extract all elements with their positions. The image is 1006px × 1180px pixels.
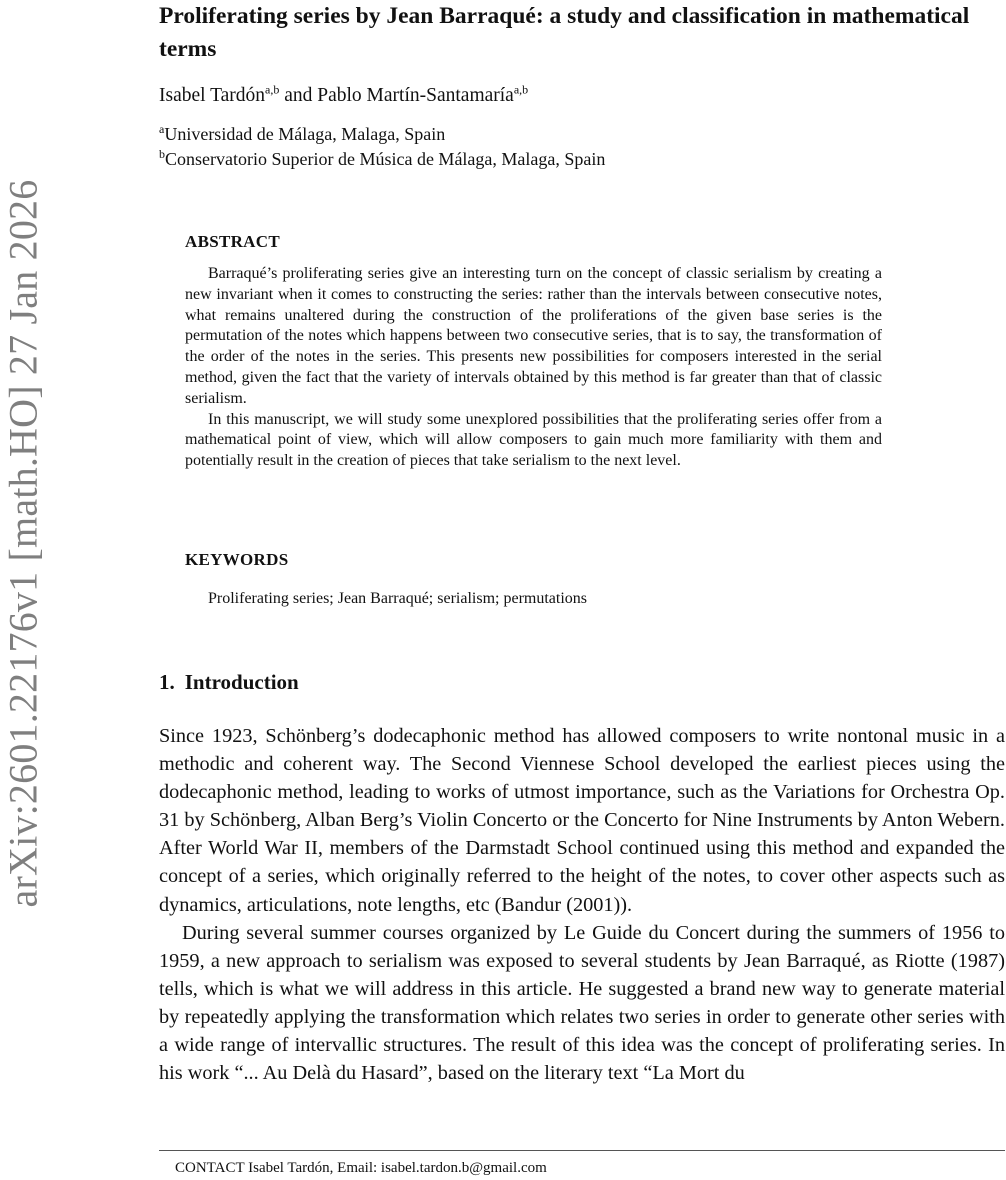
affiliation xyxy=(159,124,445,145)
body-paragraph: During several summer courses organized by Le Guide du Concert during the summers of 1956 to 1959, a new approach to serialism was exposed to several students by Jean Barraqué, as Riotte (1987) tells, which is what we will address in this article. He suggested a brand new way to generate material by repeatedly applying the transformation which relates two series in order to generate other series with a wide range of intervallic structures. The result of this idea was the concept of proliferating series. In his work “... Au Delà du Hasard”, based on the literary text “La Mort du xyxy=(159,921,1005,1085)
abstract-paragraph: Barraqué’s proliferating series give an interesting turn on the concept of classic serialism by creating a new invariant when it comes to constructing the series: rather than the intervals between consecutive notes, what remains unaltered during the construction of the proliferations of the given base series is the permutation of the notes which happens between two consecutive series, that is to say, the transformation of the order of the notes in the series. This presents new possibilities for composers interested in the serial method, given the fact that the variety of intervals obtained by this method is far greater than that of classic serialism. xyxy=(185,265,882,407)
introduction-heading xyxy=(159,670,299,695)
author-name: Isabel Tardón xyxy=(159,85,266,106)
keywords-section xyxy=(185,550,882,608)
author-conjunction: and xyxy=(284,85,313,106)
author-affiliation-mark: a,b xyxy=(513,82,529,97)
section-title: Introduction xyxy=(184,670,299,694)
footnote-divider xyxy=(159,1150,1005,1151)
contact-footnote: CONTACT Isabel Tardón, Email: isabel.tardon.b@gmail.com xyxy=(175,1160,547,1176)
affiliation xyxy=(159,149,605,170)
affiliation-text: Universidad de Málaga, Malaga, Spain xyxy=(164,124,446,144)
body-paragraph: Since 1923, Schönberg’s dodecaphonic method has allowed composers to write nontonal music in a methodic and coherent way. The Second Viennese School developed the earliest pieces using the dodecaphonic method, leading to works of utmost importance, such as the Variations for Orchestra Op. 31 by Schönberg, Alban Berg’s Violin Concerto or the Concerto for Nine Instruments by Anton Webern. After World War II, members of the Darmstadt School continued using this method and expanded the concept of a series, which originally referred to the height of the notes, to cover other aspects such as dynamics, articulations, note lengths, etc (Bandur (2001)). xyxy=(159,725,1005,916)
abstract-section xyxy=(185,232,882,472)
author-affiliation-mark: a,b xyxy=(265,82,280,97)
author-name: Pablo Martín-Santamaría xyxy=(317,85,514,106)
keywords-text: Proliferating series; Jean Barraqué; serialism; permutations xyxy=(208,590,587,607)
arxiv-identifier: arXiv:2601.22176v1 [math.HO] 27 Jan 2026 xyxy=(0,179,46,908)
affiliation-mark: b xyxy=(159,147,165,161)
abstract-paragraph: In this manuscript, we will study some unexplored possibilities that the proliferating series offer from a mathematical point of view, which will allow composers to gain much more familiarity with them and potentially result in the creation of pieces that take serialism to the next level. xyxy=(185,410,882,470)
author-line xyxy=(159,82,529,107)
arxiv-side-stamp xyxy=(0,156,46,931)
paper-title: Proliferating series by Jean Barraqué: a study and classification in mathematical terms xyxy=(159,3,970,62)
section-number: 1. xyxy=(159,670,175,694)
affiliation-mark: a xyxy=(159,122,165,136)
abstract-heading: ABSTRACT xyxy=(185,232,280,251)
keywords-heading: KEYWORDS xyxy=(185,550,289,569)
affiliation-text: Conservatorio Superior de Música de Málaga, Malaga, Spain xyxy=(165,149,606,169)
paper-page xyxy=(159,0,1005,1176)
introduction-body xyxy=(159,722,1005,1087)
